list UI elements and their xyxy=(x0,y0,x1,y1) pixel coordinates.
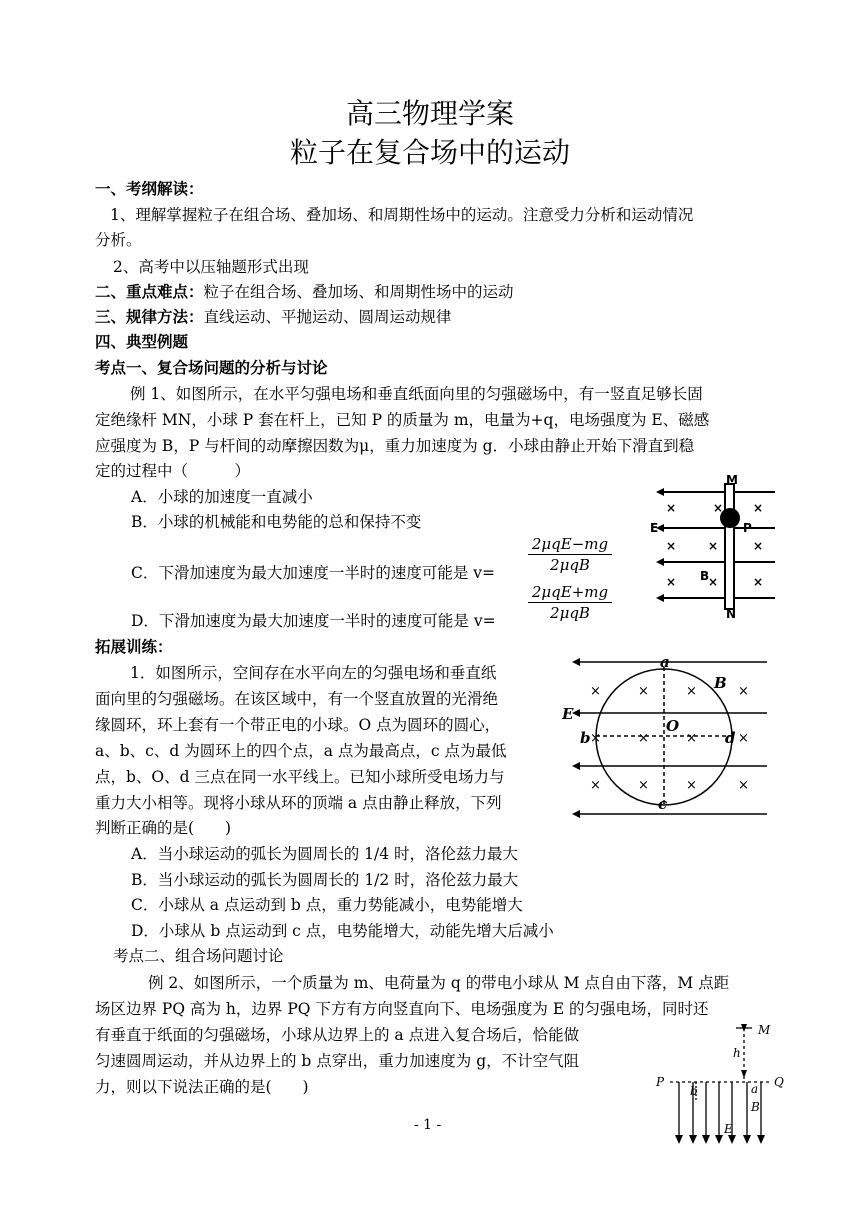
extension-option-c: C．小球从 a 点运动到 b 点，重力势能减小，电势能增大 xyxy=(131,896,523,914)
example-1-line-2: 定绝缘杆 MN，小球 P 套在杆上，已知 P 的质量为 m，电量为+q，电场强度为 E、磁感 xyxy=(95,411,710,429)
fig1-label-b: B xyxy=(700,569,710,583)
section-3-text: 直线运动、平抛运动、圆周运动规律 xyxy=(203,308,452,326)
section-4-heading: 四、典型例题 xyxy=(95,332,189,351)
page-title: 高三物理学案 xyxy=(345,97,514,130)
fig1-label-n: N xyxy=(726,607,737,620)
fig1-label-p: P xyxy=(743,521,752,535)
svg-text:×: × xyxy=(738,778,749,793)
section-3-heading: 三、规律方法： xyxy=(95,307,204,326)
extension-option-d: D．小球从 b 点运动到 c 点，电势能增大，动能先增大后减小 xyxy=(131,922,554,940)
fig2-label-o: O xyxy=(666,717,680,735)
svg-text:×: × xyxy=(638,684,649,699)
example-2-line-5: 力，则以下说法正确的是( ) xyxy=(95,1078,309,1096)
fraction-c-numerator: 2μqE−mg xyxy=(528,534,612,555)
example-1-option-b: B．小球的机械能和电势能的总和保持不变 xyxy=(131,513,422,531)
example-1-line-3: 应强度为 B，P 与杆间的动摩擦因数为μ，重力加速度为 g．小球由静止开始下滑直到稳 xyxy=(95,437,695,455)
section-1-item-1: 1、理解掌握粒子在组合场、叠加场、和周期性场中的运动。注意受力分析和运动情况 xyxy=(110,206,694,224)
example-1-option-d: D．下滑加速度为最大加速度一半时的速度可能是 v= xyxy=(131,612,496,630)
fraction-d-numerator: 2μqE+mg xyxy=(528,582,612,603)
svg-text:×: × xyxy=(708,575,719,589)
fig2-label-e: E xyxy=(562,705,574,723)
svg-text:×: × xyxy=(713,501,724,515)
svg-text:×: × xyxy=(590,778,601,793)
example-1-line-4: 定的过程中（ ） xyxy=(95,462,251,480)
extension-option-a: A．当小球运动的弧长为圆周长的 1/4 时，洛伦兹力最大 xyxy=(131,845,518,863)
section-1-heading: 一、考纲解读： xyxy=(95,179,204,198)
section-2-text: 粒子在组合场、叠加场、和周期性场中的运动 xyxy=(203,283,514,301)
extension-line-5: 点，b、O、d 三点在同一水平线上。已知小球所受电场力与 xyxy=(95,768,505,786)
section-1-item-1-cont: 分析。 xyxy=(95,231,142,249)
svg-text:×: × xyxy=(666,539,677,553)
fig3-label-p: P xyxy=(656,1075,665,1089)
svg-text:×: × xyxy=(753,501,764,515)
section-2-heading: 二、重点难点： xyxy=(95,282,204,301)
extension-line-3: 缘圆环，环上套有一个带正电的小球。O 点为圆环的圆心， xyxy=(95,716,501,734)
example-1-option-a: A．小球的加速度一直减小 xyxy=(131,488,313,506)
page-subtitle: 粒子在复合场中的运动 xyxy=(289,136,570,169)
fig3-label-b-field: B xyxy=(751,1100,760,1114)
fig3-label-b: b xyxy=(690,1084,698,1098)
extension-line-4: a、b、c、d 为圆环上的四个点，a 点为最高点，c 点为最低 xyxy=(95,742,507,760)
example-2-figure xyxy=(652,1020,792,1148)
section-3 xyxy=(95,306,452,328)
section-2 xyxy=(95,281,514,303)
example-2-line-2: 场区边界 PQ 高为 h，边界 PQ 下方有方向竖直向下、电场强度为 E 的匀强电场，同时还 xyxy=(95,1000,709,1018)
extension-line-7: 判断正确的是( ) xyxy=(95,819,232,837)
fig1-label-e: E xyxy=(650,521,659,535)
point-2-heading: 考点二、组合场问题讨论 xyxy=(113,947,284,965)
fraction-c-denominator: 2μqB xyxy=(550,556,590,574)
extension-line-1: 1．如图所示，空间存在水平向左的匀强电场和垂直纸 xyxy=(130,664,497,682)
svg-text:×: × xyxy=(666,501,677,515)
fig3-label-h: h xyxy=(733,1046,741,1060)
svg-text:×: × xyxy=(638,778,649,793)
example-1-fraction-d xyxy=(528,582,612,623)
extension-line-2: 面向里的匀强磁场。在该区域中，有一个竖直放置的光滑绝 xyxy=(95,690,499,708)
example-1-fraction-c xyxy=(528,534,612,575)
section-1-item-2: 2、高考中以压轴题形式出现 xyxy=(113,258,309,276)
example-1-option-c: C．下滑加速度为最大加速度一半时的速度可能是 v= xyxy=(131,564,496,582)
fig2-label-b-field: B xyxy=(714,674,727,692)
fig3-label-a: a xyxy=(751,1082,759,1096)
svg-text:×: × xyxy=(638,731,649,746)
svg-text:×: × xyxy=(753,575,764,589)
svg-text:×: × xyxy=(686,731,697,746)
svg-text:×: × xyxy=(753,539,764,553)
example-1-figure xyxy=(650,474,780,620)
svg-text:×: × xyxy=(590,684,601,699)
example-2-line-3: 有垂直于纸面的匀强磁场，小球从边界上的 a 点进入复合场后，恰能做 xyxy=(95,1026,580,1044)
page-number: - 1 - xyxy=(414,1117,442,1133)
svg-text:×: × xyxy=(708,539,719,553)
extension-option-b: B．当小球运动的弧长为圆周长的 1/2 时，洛伦兹力最大 xyxy=(131,871,519,889)
fig2-label-b: b xyxy=(580,729,591,747)
extension-line-6: 重力大小相等。现将小球从环的顶端 a 点由静止释放，下列 xyxy=(95,794,502,812)
fig3-label-m: M xyxy=(758,1023,771,1037)
fig3-label-e: E xyxy=(724,1122,733,1136)
fig1-label-m: M xyxy=(726,474,738,487)
example-2-line-4: 匀速圆周运动，并从边界上的 b 点穿出，重力加速度为 g，不计空气阻 xyxy=(95,1052,580,1070)
svg-text:×: × xyxy=(738,684,749,699)
fig2-label-a: a xyxy=(660,655,670,671)
fig3-label-q: Q xyxy=(774,1075,784,1089)
fig2-label-c: c xyxy=(658,795,668,813)
fig2-label-d: d xyxy=(725,729,736,747)
svg-text:×: × xyxy=(686,684,697,699)
example-1-line-1: 例 1、如图所示，在水平匀强电场和垂直纸面向里的匀强磁场中，有一竖直足够长固 xyxy=(130,385,703,403)
fraction-d-denominator: 2μqB xyxy=(550,604,590,622)
point-1-heading: 考点一、复合场问题的分析与讨论 xyxy=(95,358,328,377)
extension-heading: 拓展训练： xyxy=(95,637,173,656)
svg-text:×: × xyxy=(590,731,601,746)
svg-text:×: × xyxy=(686,778,697,793)
svg-text:×: × xyxy=(666,575,677,589)
svg-text:×: × xyxy=(738,731,749,746)
extension-figure xyxy=(562,655,772,820)
example-2-line-1: 例 2、如图所示，一个质量为 m、电荷量为 q 的带电小球从 M 点自由下落，M 点距 xyxy=(148,974,730,992)
